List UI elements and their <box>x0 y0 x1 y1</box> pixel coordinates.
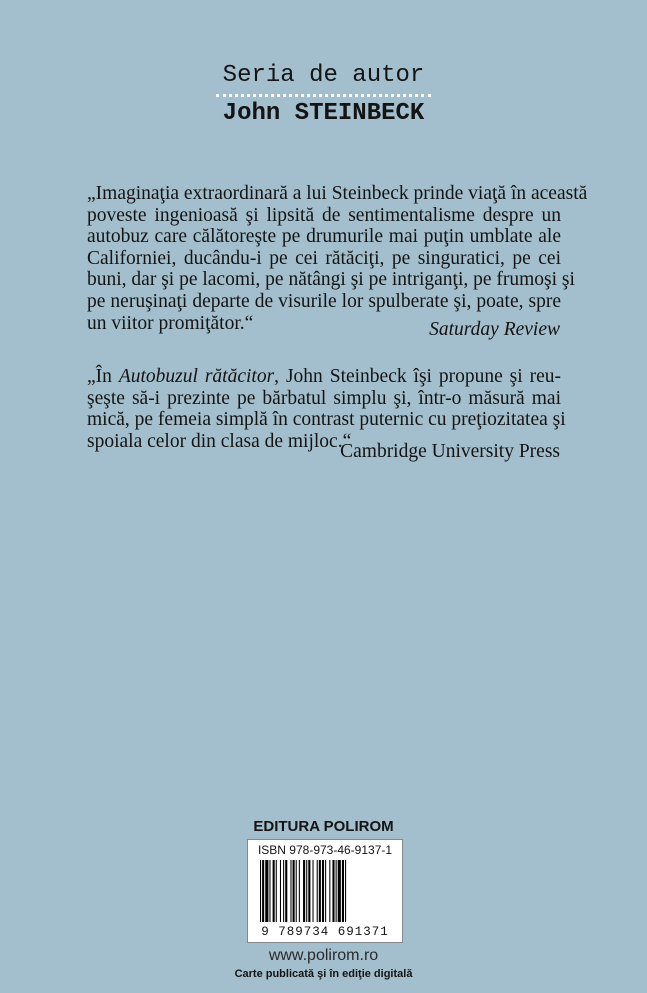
quote-line: „Imaginaţia extraordinară a lui Steinbeck prinde viaţă în această <box>87 183 588 204</box>
quote-source-cambridge: Cambridge University Press <box>340 441 560 462</box>
quote-line: mică, pe femeia simplă în contrast puternic cu preţiozitatea şi <box>87 409 566 431</box>
barcode-bar <box>317 860 318 922</box>
series-title: Seria de autor <box>222 62 425 89</box>
barcode-bar <box>285 860 287 922</box>
barcode-bar <box>269 860 270 922</box>
quote-suffix: , John Steinbeck îşi propune şi reu- <box>274 366 561 387</box>
quote-cambridge <box>87 366 566 452</box>
quote-saturday-review <box>87 183 588 334</box>
quote-line: şeşte să-i prezinte pe bărbatul simplu şi, într-o măsură mai <box>87 387 561 409</box>
barcode-bar <box>313 860 314 922</box>
barcode-bar <box>273 860 275 922</box>
barcode-bar <box>299 860 300 922</box>
barcode-icon <box>260 860 396 930</box>
barcode-bar <box>265 860 268 922</box>
quote-source-saturday-review: Saturday Review <box>429 319 560 340</box>
barcode-bar <box>262 860 264 922</box>
quote-line: buni, dar şi pe lacomi, pe nătângi şi pe intriganţi, pe frumoşi şi <box>87 269 575 291</box>
website-url: www.polirom.ro <box>268 947 379 964</box>
digital-edition-tagline: Carte publicată şi în ediţie digitală <box>234 968 413 980</box>
barcode-bar <box>306 860 307 922</box>
isbn-label: ISBN 978-973-46-9137-1 <box>257 843 393 857</box>
barcode-bar <box>345 860 346 922</box>
book-title: Autobuzul rătăcitor <box>118 366 275 387</box>
quote-line: Californiei, ducându-i pe cei rătăciţi, pe singuratici, pe cei <box>87 247 561 269</box>
barcode-bar <box>296 860 297 922</box>
quote-line <box>87 366 561 388</box>
quote-prefix: „În <box>87 366 119 387</box>
barcode-bar <box>276 860 277 922</box>
barcode-bar <box>308 860 310 922</box>
author-name: John STEINBECK <box>222 100 425 127</box>
barcode-bar <box>342 860 344 922</box>
barcode-bar <box>319 860 321 922</box>
quote-line: poveste ingenioasă şi lipsită de sentimentalisme despre un <box>87 204 561 226</box>
barcode-bar <box>303 860 305 922</box>
barcode-bar <box>260 860 261 922</box>
barcode-bar <box>293 860 295 922</box>
barcode-bar <box>283 860 284 922</box>
barcode-bar <box>325 860 326 922</box>
barcode-bar <box>329 860 330 922</box>
barcode-bar <box>290 860 291 922</box>
quote-line: pe neruşinaţi departe de visurile lor spulberate şi, poate, spre <box>87 290 561 312</box>
barcode-bar <box>280 860 281 922</box>
barcode-bar <box>338 860 341 922</box>
publisher-name: EDITURA POLIROM <box>253 818 394 835</box>
dotted-divider <box>216 94 431 97</box>
barcode-box <box>247 839 403 943</box>
barcode-bar <box>332 860 334 922</box>
quote-line: un viitor promiţător.“ <box>87 312 254 334</box>
barcode-digits: 9 789734 691371 <box>261 925 389 939</box>
quote-line: spoiala celor din clasa de mijloc.“ <box>87 430 352 452</box>
barcode-bar <box>322 860 324 922</box>
barcode-bar <box>336 860 337 922</box>
quote-line: autobuz care călătoreşte pe drumurile mai puţin umblate ale <box>87 226 561 248</box>
